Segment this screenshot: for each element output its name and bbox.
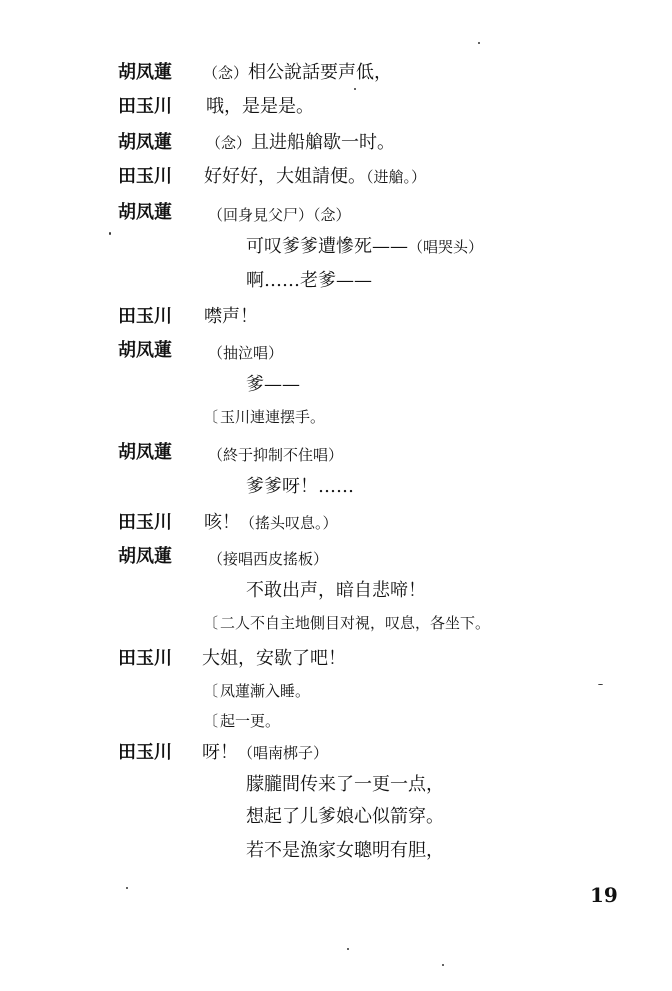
verse-text (246, 808, 444, 826)
speaker-name: 胡凤蓮 (118, 340, 172, 361)
stage-bracket: 〔 (203, 408, 219, 426)
sung-text: 爹—— (246, 374, 300, 395)
dialogue-line (0, 96, 672, 122)
sung-text: 不敢出声，暗自悲啼！ (246, 580, 426, 601)
stage-direction-line (0, 408, 672, 432)
stage-bracket: 〔 (203, 712, 219, 730)
verse-line (0, 774, 672, 800)
speaker-name: 胡凤蓮 (118, 132, 172, 153)
dialogue-line (0, 512, 672, 538)
speaker-name: 田玉川 (118, 96, 172, 117)
stage-aside: （回身見父尸）（念） (208, 206, 351, 224)
speaker-name: 胡凤蓮 (118, 202, 172, 223)
stage-aside: （終于抑制不住唱） (208, 446, 344, 464)
dialogue-line (0, 742, 672, 768)
spoken-text: 且进船艙歇一时。 (251, 132, 396, 153)
dialogue-text (208, 206, 351, 224)
scan-speck (126, 887, 128, 889)
stage-direction (203, 714, 280, 729)
scan-speck (354, 88, 356, 90)
sung-text: 朦朧間传来了一更一点， (246, 774, 444, 795)
dialogue-text (204, 514, 338, 532)
stage-direction (203, 684, 310, 699)
verse-text (246, 238, 483, 256)
dialogue-line (0, 166, 672, 192)
dialogue-text (206, 134, 395, 152)
dialogue-text (202, 744, 328, 762)
spoken-text: 噤声！ (204, 306, 258, 327)
dialogue-text (208, 446, 343, 464)
dialogue-line (0, 442, 672, 468)
stage-aside: （唱南梆子） (238, 744, 329, 762)
speaker-name: 田玉川 (118, 166, 172, 187)
stage-direction-line (0, 682, 672, 706)
stage-text: 玉川連連摆手。 (220, 408, 326, 426)
verse-line (0, 236, 672, 262)
dialogue-line (0, 546, 672, 572)
stage-text: 起一更。 (220, 712, 281, 730)
stage-direction (203, 616, 490, 631)
spoken-text: 咳！ (204, 512, 240, 533)
stage-aside: （念） (206, 134, 252, 152)
stage-aside: （进艙。） (366, 168, 427, 186)
verse-line (0, 476, 672, 502)
scan-speck (109, 232, 111, 235)
sung-text: 若不是漁家女聰明有胆， (246, 840, 444, 861)
stage-aside: （抽泣唱） (208, 344, 284, 362)
verse-text (246, 582, 426, 600)
verse-text (246, 776, 444, 794)
dialogue-text (204, 168, 426, 186)
sung-text: 想起了儿爹娘心似箭穿。 (246, 806, 444, 827)
verse-line (0, 374, 672, 400)
speaker-name: 胡凤蓮 (118, 442, 172, 463)
dialogue-line (0, 202, 672, 228)
dialogue-line (0, 648, 672, 674)
sung-text: 爹爹呀！…… (246, 476, 354, 497)
spoken-text: 相公說話要声低， (248, 62, 393, 83)
dialogue-line (0, 306, 672, 332)
stage-text: 二人不自主地側目对視，叹息，各坐下。 (220, 614, 491, 632)
spoken-text: 哦，是是是。 (206, 96, 314, 117)
dialogue-text (206, 98, 314, 116)
verse-line (0, 840, 672, 866)
stage-aside: （念） (203, 64, 249, 82)
stage-bracket: 〔 (203, 682, 219, 700)
stage-bracket: 〔 (203, 614, 219, 632)
dialogue-line (0, 132, 672, 158)
speaker-name: 田玉川 (118, 512, 172, 533)
verse-line (0, 806, 672, 832)
sung-text: 可叹爹爹遭慘死—— (246, 236, 408, 257)
verse-text (246, 376, 300, 394)
verse-line (0, 580, 672, 606)
dialogue-text (203, 64, 392, 82)
page-number: 19 (590, 883, 618, 907)
dialogue-text (208, 550, 328, 568)
spoken-text: 大姐，安歇了吧！ (202, 648, 346, 669)
verse-text (246, 272, 372, 290)
verse-text (246, 478, 354, 496)
stage-aside: （搖头叹息。） (240, 514, 338, 532)
scan-speck (442, 964, 444, 966)
dialogue-line (0, 62, 672, 88)
stage-text: 凤蓮漸入睡。 (220, 682, 311, 700)
verse-line (0, 270, 672, 296)
speaker-name: 田玉川 (118, 306, 172, 327)
stage-aside: （接唱西皮搖板） (208, 550, 329, 568)
verse-text (246, 842, 444, 860)
speaker-name: 田玉川 (118, 742, 172, 763)
speaker-name: 胡凤蓮 (118, 546, 172, 567)
speaker-name: 田玉川 (118, 648, 172, 669)
spoken-text: 呀！ (202, 742, 238, 763)
stage-direction-line (0, 712, 672, 736)
spoken-text: 好好好，大姐請便。 (204, 166, 366, 187)
scan-speck (598, 684, 603, 685)
dialogue-line (0, 340, 672, 366)
scan-speck (478, 42, 480, 44)
stage-aside: （唱哭头） (408, 238, 484, 256)
dialogue-text (202, 650, 346, 668)
stage-direction-line (0, 614, 672, 638)
dialogue-text (204, 308, 258, 326)
dialogue-text (208, 344, 283, 362)
stage-direction (203, 410, 325, 425)
scan-speck (347, 948, 349, 950)
speaker-name: 胡凤蓮 (118, 62, 172, 83)
sung-text: 啊……老爹—— (246, 270, 372, 291)
